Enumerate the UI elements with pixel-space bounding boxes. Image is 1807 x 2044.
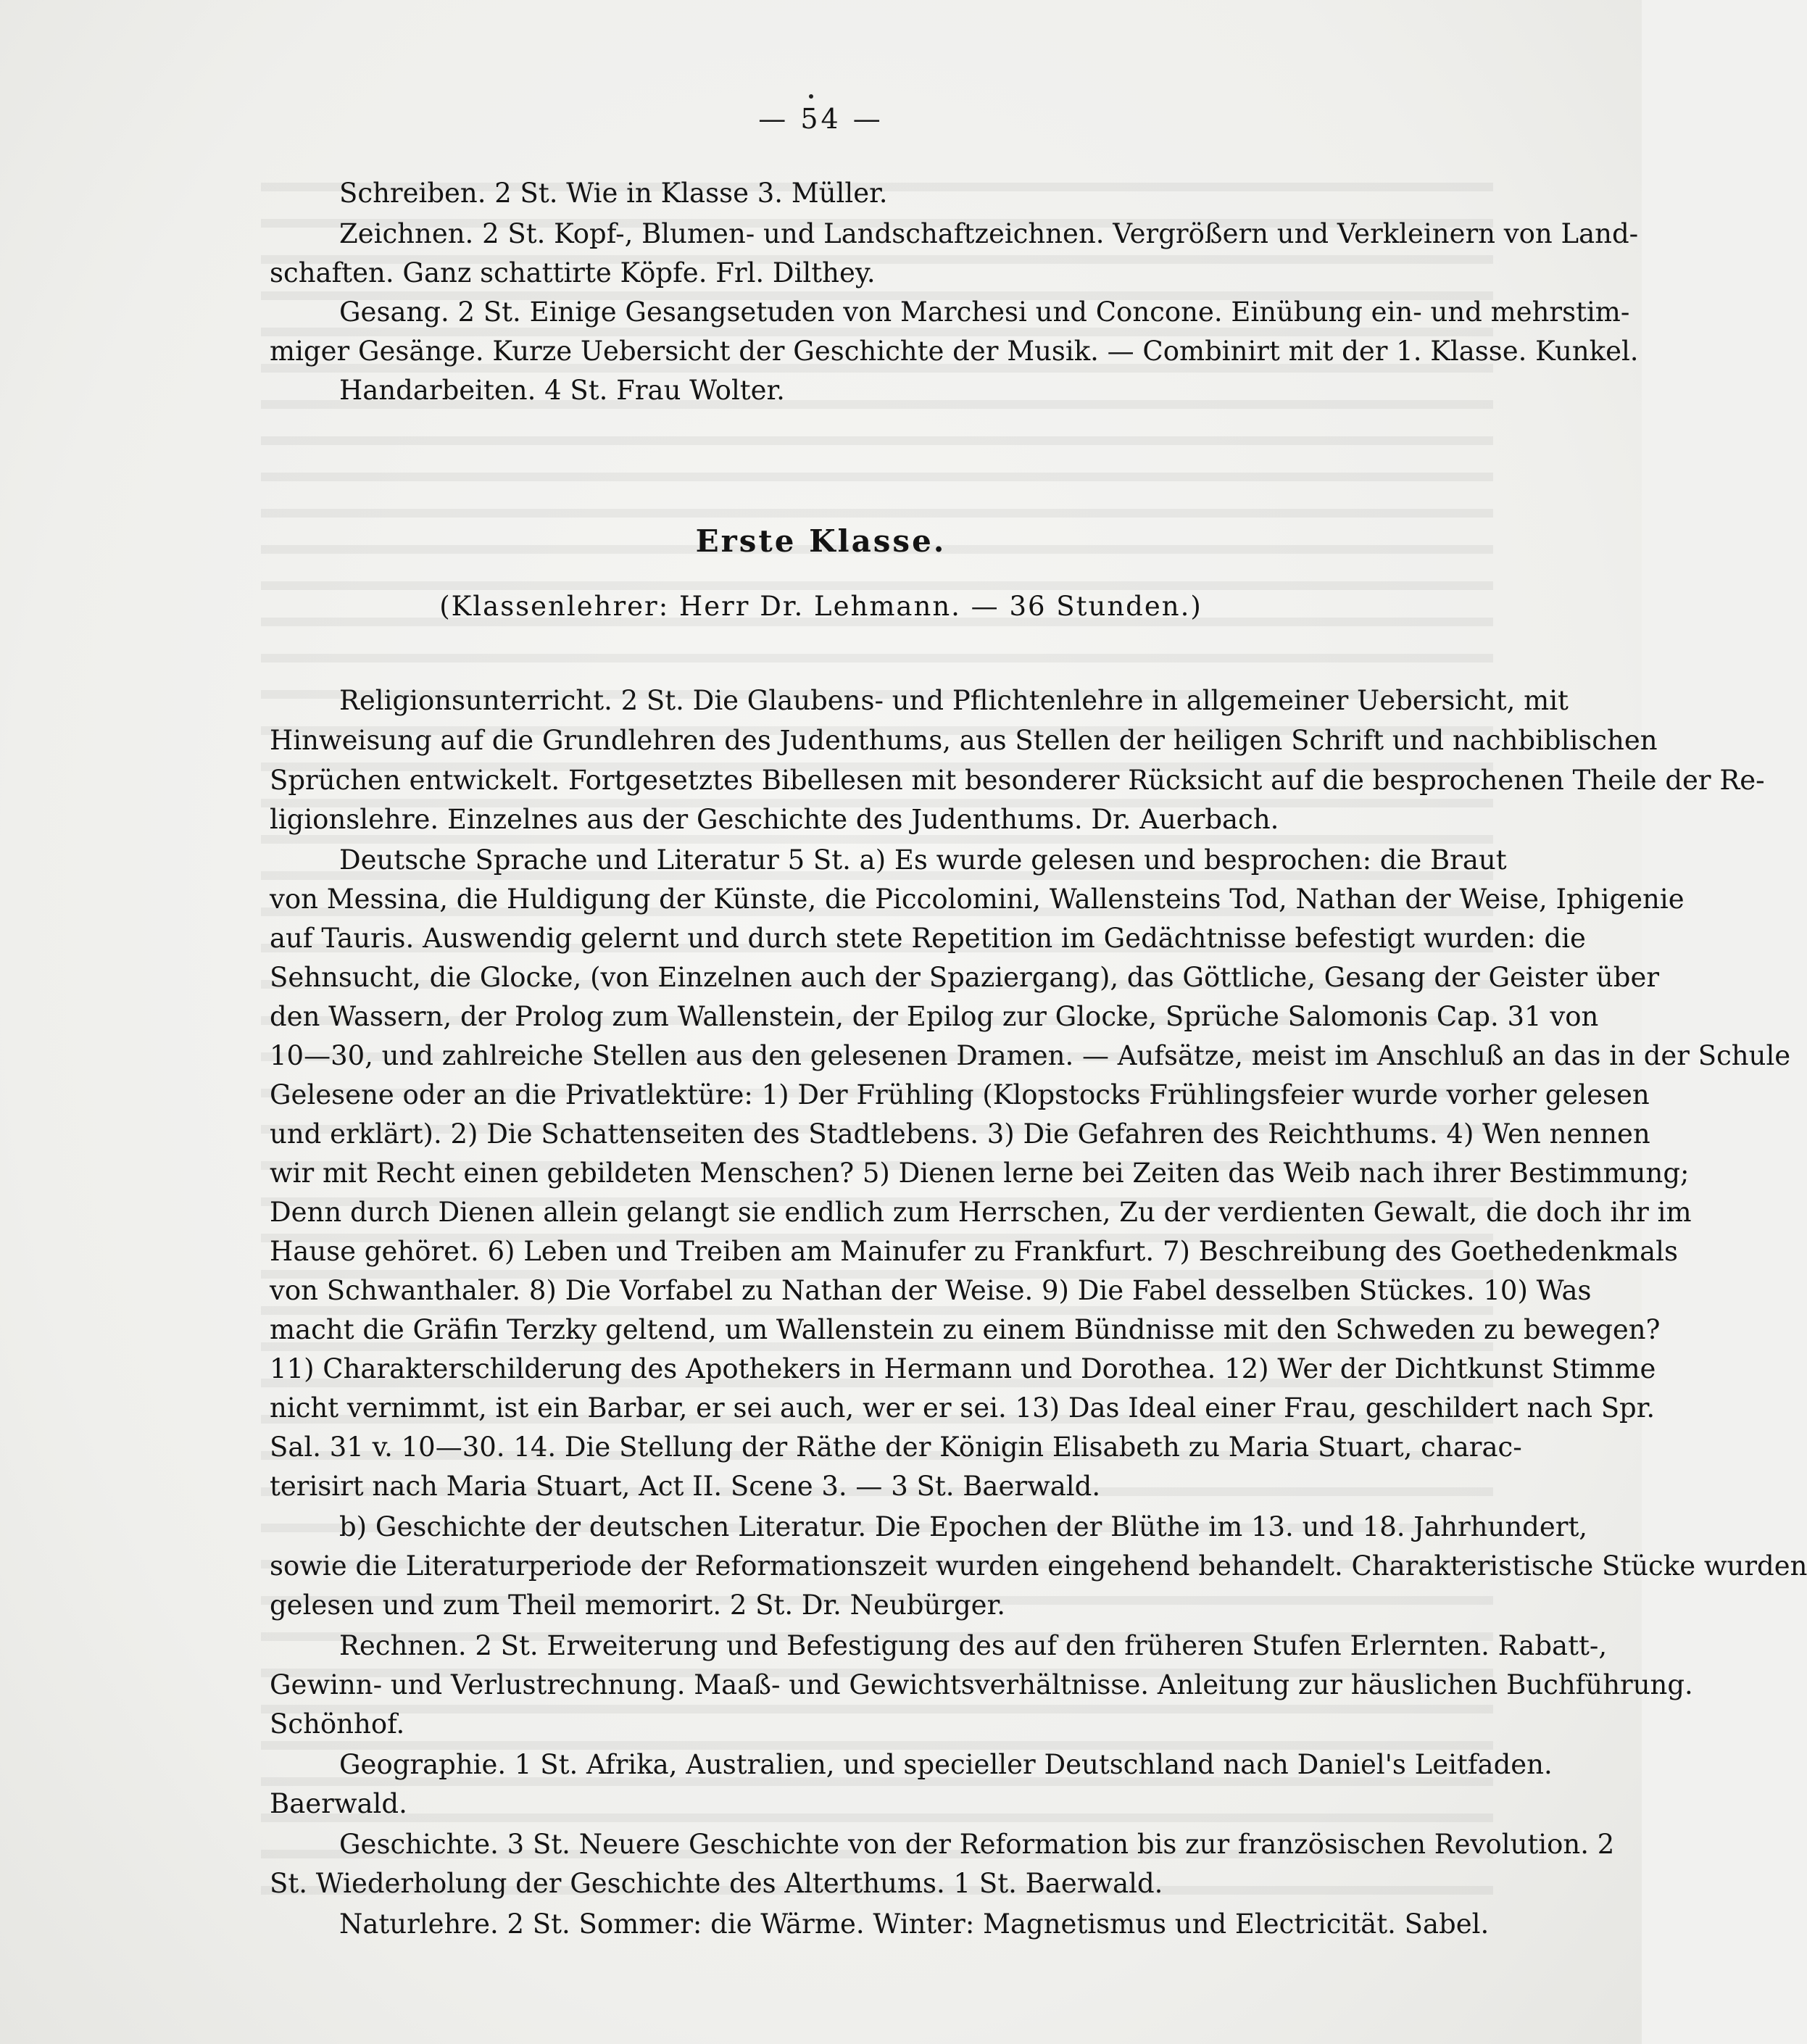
text-line: Schreiben. 2 St. Wie in Klasse 3. Müller. bbox=[339, 178, 888, 209]
text-line: Baerwald. bbox=[270, 1788, 407, 1819]
text-line: wir mit Recht einen gebildeten Menschen? 5) Dienen lerne bei Zeiten das Weib nach ihrer Bestimmung; bbox=[270, 1158, 1690, 1189]
text-line: Handarbeiten. 4 St. Frau Wolter. bbox=[339, 375, 785, 406]
text-line: Geographie. 1 St. Afrika, Australien, und specieller Deutschland nach Daniel's Leitfaden. bbox=[339, 1749, 1553, 1780]
text-line: Sehnsucht, die Glocke, (von Einzelnen auch der Spaziergang), das Göttliche, Gesang der Geister über bbox=[270, 962, 1660, 993]
text-line: miger Gesänge. Kurze Uebersicht der Geschichte der Musik. — Combinirt mit der 1. Klasse. Kunkel. bbox=[270, 336, 1639, 367]
text-line: b) Geschichte der deutschen Literatur. Die Epochen der Blüthe im 13. und 18. Jahrhundert, bbox=[339, 1511, 1588, 1542]
text-line: Sal. 31 v. 10—30. 14. Die Stellung der Räthe der Königin Elisabeth zu Maria Stuart, charac- bbox=[270, 1432, 1522, 1463]
text-line: von Schwanthaler. 8) Die Vorfabel zu Nathan der Weise. 9) Die Fabel desselben Stückes. 10) Was bbox=[270, 1275, 1592, 1306]
text-line: Denn durch Dienen allein gelangt sie endlich zum Herrschen, Zu der verdienten Gewalt, die doch ihr im bbox=[270, 1197, 1692, 1228]
text-line: Hinweisung auf die Grundlehren des Judenthums, aus Stellen der heiligen Schrift und nachbiblischen bbox=[270, 725, 1658, 756]
section-subheading: (Klassenlehrer: Herr Dr. Lehmann. — 36 Stunden.) bbox=[439, 591, 1202, 622]
page-number: — 54 — bbox=[758, 103, 884, 135]
text-line: nicht vernimmt, ist ein Barbar, er sei auch, wer er sei. 13) Das Ideal einer Frau, geschildert nach Spr. bbox=[270, 1392, 1656, 1424]
text-line: Gewinn- und Verlustrechnung. Maaß- und Gewichtsverhältnisse. Anleitung zur häuslichen Buchführung. bbox=[270, 1669, 1693, 1700]
text-line: 10—30, und zahlreiche Stellen aus den gelesenen Dramen. — Aufsätze, meist im Anschluß an das in der Schule bbox=[270, 1040, 1791, 1071]
text-line: Deutsche Sprache und Literatur 5 St. a) Es wurde gelesen und besprochen: die Braut bbox=[339, 844, 1507, 876]
text-line: den Wassern, der Prolog zum Wallenstein, der Epilog zur Glocke, Sprüche Salomonis Cap. 31 von bbox=[270, 1001, 1599, 1032]
text-line: Hause gehöret. 6) Leben und Treiben am Mainufer zu Frankfurt. 7) Beschreibung des Goethedenkmals bbox=[270, 1236, 1678, 1267]
text-line: Sprüchen entwickelt. Fortgesetztes Bibellesen mit besonderer Rücksicht auf die besprochenen Theile der Re- bbox=[270, 765, 1765, 796]
text-line: Schönhof. bbox=[270, 1708, 405, 1740]
text-line: terisirt nach Maria Stuart, Act II. Scene 3. — 3 St. Baerwald. bbox=[270, 1471, 1101, 1502]
text-line: Naturlehre. 2 St. Sommer: die Wärme. Winter: Magnetismus und Electricität. Sabel. bbox=[339, 1908, 1490, 1940]
section-heading: Erste Klasse. bbox=[695, 523, 947, 559]
ink-speck bbox=[809, 94, 813, 99]
text-line: Geschichte. 3 St. Neuere Geschichte von der Reformation bis zur französischen Revolution. 2 bbox=[339, 1829, 1615, 1860]
text-line: und erklärt). 2) Die Schattenseiten des Stadtlebens. 3) Die Gefahren des Reichthums. 4) Wen nennen bbox=[270, 1118, 1650, 1150]
text-line: von Messina, die Huldigung der Künste, die Piccolomini, Wallensteins Tod, Nathan der Weise, Iphigenie bbox=[270, 884, 1685, 915]
text-line: Rechnen. 2 St. Erweiterung und Befestigung des auf den früheren Stufen Erlernten. Rabatt-, bbox=[339, 1630, 1608, 1661]
text-line: ligionslehre. Einzelnes aus der Geschichte des Judenthums. Dr. Auerbach. bbox=[270, 804, 1279, 835]
text-line: macht die Gräfin Terzky geltend, um Wallenstein zu einem Bündnisse mit den Schweden zu bewegen? bbox=[270, 1314, 1661, 1345]
text-line: Gelesene oder an die Privatlektüre: 1) Der Frühling (Klopstocks Frühlingsfeier wurde vorher gelesen bbox=[270, 1079, 1650, 1110]
text-line: St. Wiederholung der Geschichte des Alterthums. 1 St. Baerwald. bbox=[270, 1868, 1163, 1899]
text-line: sowie die Literaturperiode der Reformationszeit wurden eingehend behandelt. Charakteristische Stücke wurden bbox=[270, 1550, 1807, 1582]
text-line: Gesang. 2 St. Einige Gesangsetuden von Marchesi und Concone. Einübung ein- und mehrstim- bbox=[339, 296, 1630, 328]
text-line: 11) Charakterschilderung des Apothekers in Hermann und Dorothea. 12) Wer der Dichtkunst Stimme bbox=[270, 1353, 1656, 1384]
text-line: schaften. Ganz schattirte Köpfe. Frl. Dilthey. bbox=[270, 257, 876, 288]
text-line: gelesen und zum Theil memorirt. 2 St. Dr. Neubürger. bbox=[270, 1590, 1005, 1621]
text-line: Zeichnen. 2 St. Kopf-, Blumen- und Landschaftzeichnen. Vergrößern und Verkleinern von Land- bbox=[339, 218, 1639, 249]
text-line: Religionsunterricht. 2 St. Die Glaubens- und Pflichtenlehre in allgemeiner Uebersicht, mit bbox=[339, 685, 1569, 716]
text-line: auf Tauris. Auswendig gelernt und durch stete Repetition im Gedächtnisse befestigt wurden: die bbox=[270, 923, 1586, 954]
